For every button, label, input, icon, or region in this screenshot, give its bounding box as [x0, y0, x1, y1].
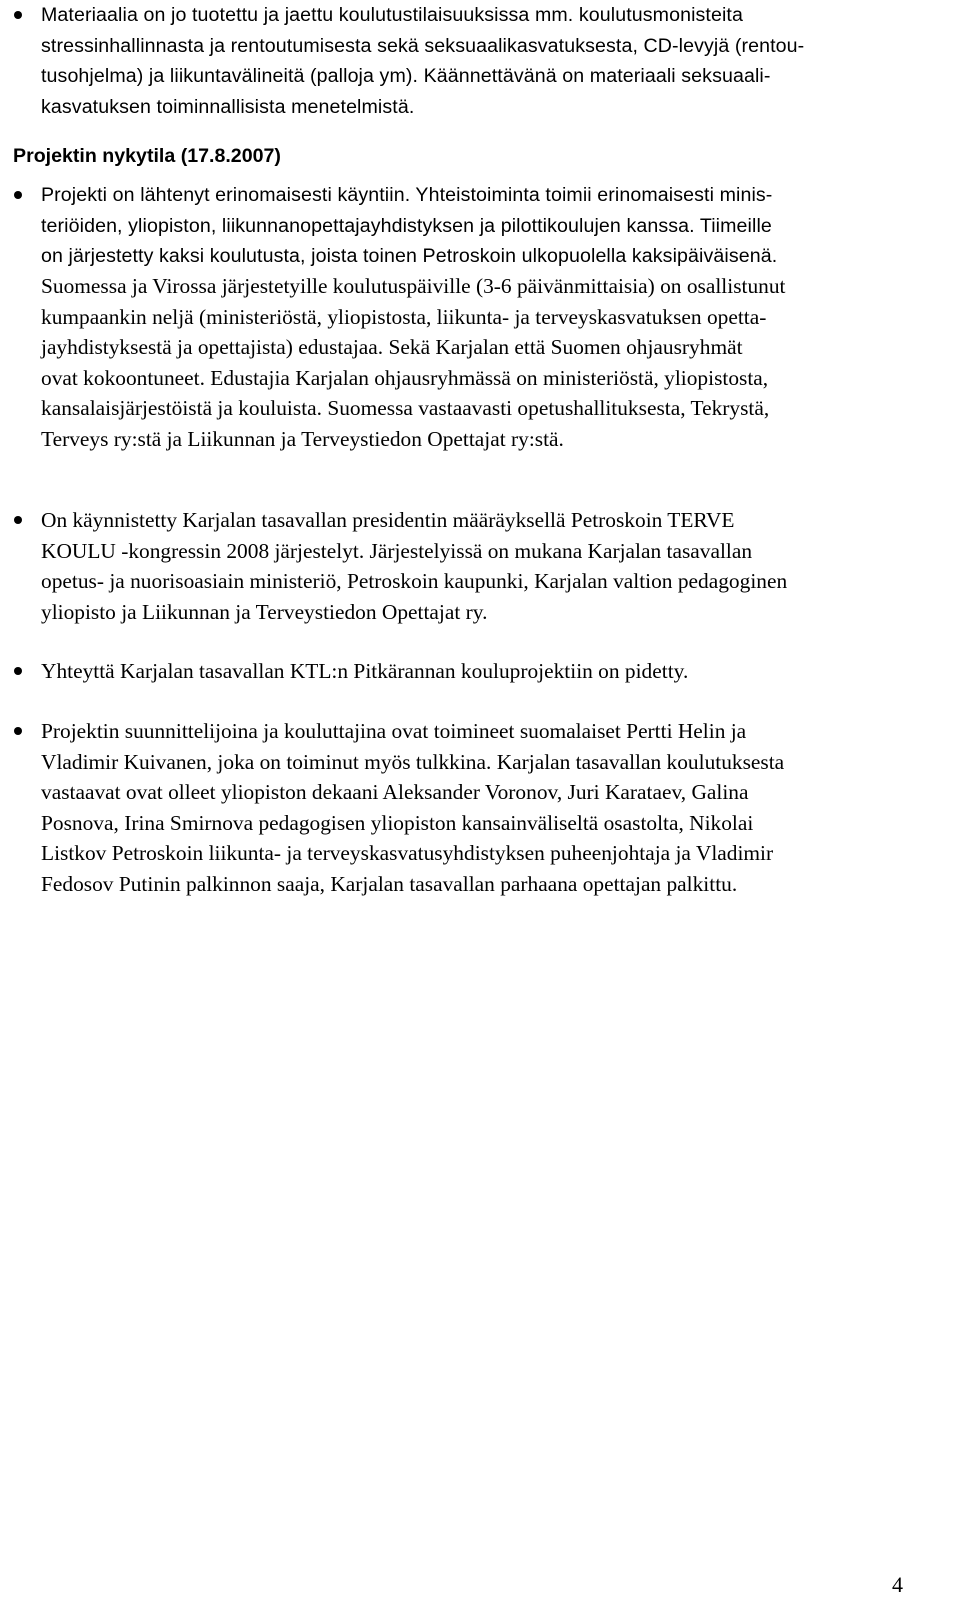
- text-line: teriöiden, yliopiston, liikunnanopettajayhdistyksen ja pilottikoulujen kanssa. Tiimeille: [41, 214, 772, 237]
- page-number: 4: [892, 1572, 903, 1597]
- bullet-icon: [14, 516, 22, 524]
- text-line: Yhteyttä Karjalan tasavallan KTL:n Pitkärannan kouluprojektiin on pidetty.: [41, 659, 689, 683]
- text-line: Materiaalia on jo tuotettu ja jaettu koulutustilaisuuksissa mm. koulutusmonisteita: [41, 4, 743, 26]
- text-line: kansalaisjärjestöistä ja kouluista. Suomessa vastaavasti opetushallituksesta, Tekrystä,: [41, 396, 770, 420]
- paragraph-planners: [41, 716, 784, 899]
- text-line: Fedosov Putinin palkinnon saaja, Karjalan tasavallan parhaana opettajan palkittu.: [41, 871, 738, 896]
- text-line: vastaavat ovat olleet yliopiston dekaani Aleksander Voronov, Juri Karataev, Galina: [41, 780, 749, 804]
- text-line: Terveys ry:stä ja Liikunnan ja Terveystiedon Opettajat ry:stä.: [41, 426, 564, 451]
- text-line: kumpaankin neljä (ministeriöstä, yliopistosta, liikunta- ja terveyskasvatuksen opetta-: [41, 304, 767, 329]
- text-line: Projekti on lähtenyt erinomaisesti käyntiin. Yhteistoiminta toimii erinomaisesti minis-: [41, 184, 773, 206]
- bullet-icon: [14, 11, 22, 19]
- text-line: On käynnistetty Karjalan tasavallan presidentin määräyksellä Petroskoin TERVE: [41, 508, 735, 532]
- section-heading: Projektin nykytila (17.8.2007): [13, 145, 281, 167]
- text-line: tusohjelma) ja liikuntavälineitä (palloja ym). Käännettävänä on materiaali seksuaali-: [41, 65, 771, 87]
- text-line: Projektin suunnittelijoina ja kouluttajina ovat toimineet suomalaiset Pertti Helin ja: [41, 719, 747, 743]
- bullet-icon: [14, 667, 22, 675]
- text-line: Vladimir Kuivanen, joka on toiminut myös tulkkina. Karjalan tasavallan koulutuksesta: [41, 749, 785, 774]
- text-line: opetus- ja nuorisoasiain ministeriö, Petroskoin kaupunki, Karjalan valtion pedagoginen: [41, 569, 788, 593]
- text-line: yliopisto ja Liikunnan ja Terveystiedon Opettajat ry.: [41, 599, 488, 624]
- paragraph-status-serif: [41, 271, 786, 454]
- bullet-icon: [14, 727, 22, 735]
- bullet-icon: [14, 191, 22, 199]
- text-line: kasvatuksen toiminnallisista menetelmistä.: [41, 95, 415, 118]
- paragraph-contact: [41, 656, 688, 687]
- text-line: ovat kokoontuneet. Edustajia Karjalan ohjausryhmässä on ministeriöstä, yliopistosta,: [41, 365, 769, 390]
- text-line: jayhdistyksestä ja opettajista) edustajaa. Sekä Karjalan että Suomen ohjausryhmät: [41, 335, 743, 359]
- paragraph-materials: [41, 0, 804, 122]
- text-line: on järjestetty kaksi koulutusta, joista toinen Petroskoin ulkopuolella kaksipäiväisenä.: [41, 245, 778, 267]
- text-line: Posnova, Irina Smirnova pedagogisen yliopiston kansainväliseltä osastolta, Nikolai: [41, 810, 754, 835]
- paragraph-congress: [41, 505, 787, 627]
- text-line: stressinhallinnasta ja rentoutumisesta sekä seksuaalikasvatuksesta, CD-levyjä (rentou-: [41, 34, 805, 57]
- text-line: Suomessa ja Virossa järjestetyille koulutuspäiville (3-6 päivänmittaisia) on osallistunut: [41, 274, 786, 298]
- text-line: KOULU -kongressin 2008 järjestelyt. Järjestelyissä on mukana Karjalan tasavallan: [41, 538, 753, 563]
- text-line: Listkov Petroskoin liikunta- ja terveyskasvatusyhdistyksen puheenjohtaja ja Vladimir: [41, 841, 774, 865]
- paragraph-status-sans: [41, 180, 777, 272]
